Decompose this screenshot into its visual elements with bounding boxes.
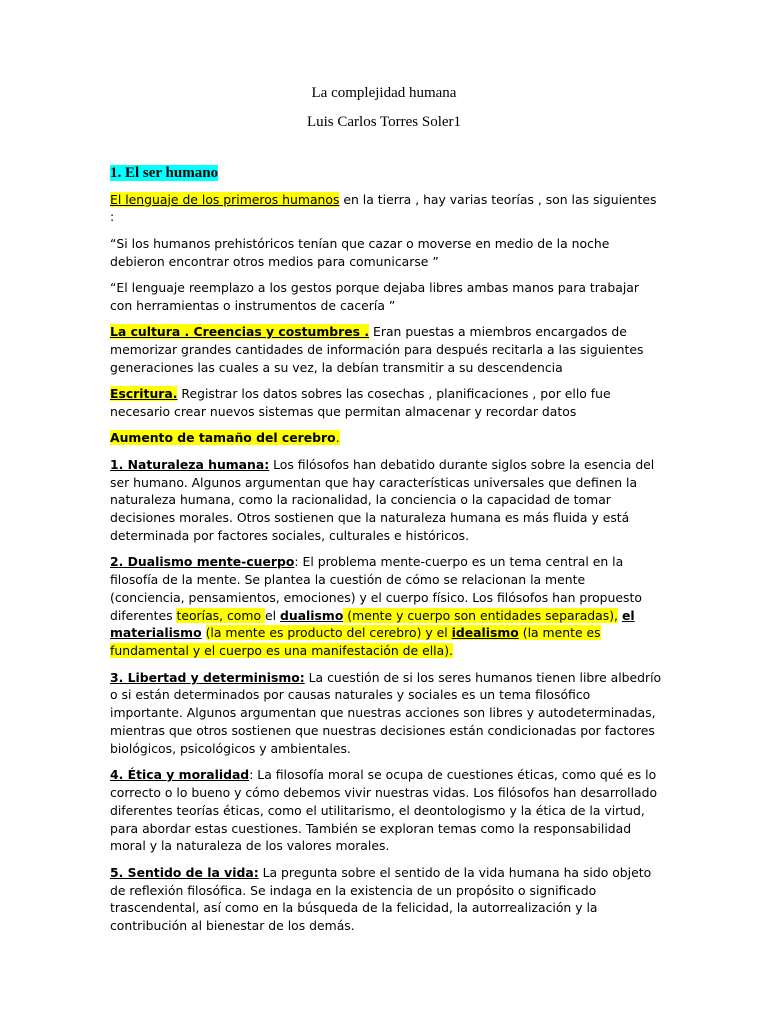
cultura-paragraph: [110, 323, 662, 376]
item-2-highlight-d: (la mente es fundamental y el cuerpo es una manifestación de ella).: [110, 625, 601, 659]
item-1-text: Los filósofos han debatido durante siglos sobre la esencia del ser humano. Algunos argumentan que hay características universales que definen la naturaleza humana, como la racionalidad, la conciencia o la capacidad de tomar decisiones morales. Otros sostienen que la naturaleza humana es más fluida y está determinada por factores sociales, culturales e históricos.: [110, 456, 655, 543]
item-libertad-determinismo: [110, 669, 662, 758]
item-5-text: La pregunta sobre el sentido de la vida humana ha sido objeto de reflexión filosófica. Se indaga en la existencia de un propósito o significado trascendental, así como en la búsqueda de la felicidad, la autorrealización y la contribución al bienestar de los demás.: [110, 864, 652, 934]
item-2-highlight-b: (mente y cuerpo son entidades separadas),: [343, 607, 618, 623]
cerebro-paragraph: [110, 429, 662, 447]
item-2-highlight-c: (la mente es producto del cerebro) y el: [205, 625, 452, 641]
document-title: La complejidad humana: [311, 85, 457, 101]
lenguaje-paragraph: [110, 191, 662, 227]
item-dualismo: [110, 553, 662, 660]
item-naturaleza-humana: [110, 456, 662, 545]
item-2-label: 2. Dualismo mente-cuerpo: [110, 554, 295, 570]
section-heading-paragraph: [110, 164, 662, 182]
cerebro-label: Aumento de tamaño del cerebro: [110, 430, 336, 446]
item-2-idealismo: idealismo: [451, 625, 519, 641]
document-body: [110, 164, 662, 944]
quote-paragraph-1: “Si los humanos prehistóricos tenían que cazar o moverse en medio de la noche debieron encontrar otros medios para comunicarse ”: [110, 235, 610, 269]
item-2-dualismo: dualismo: [280, 607, 344, 623]
item-4-text: : La filosofía moral se ocupa de cuestiones éticas, como qué es lo correcto o lo bueno y cómo debemos vivir nuestras vidas. Los filósofos han desarrollado diferentes teorías éticas, como el utilitarismo, el deontologismo y la ética de la virtud, para abordar estas cuestiones. También se exploran temas como la responsabilidad moral y la naturaleza de los valores morales.: [110, 767, 658, 854]
item-2-text-a: : El problema mente-cuerpo es un tema central en la filosofía de la mente. Se plantea la cuestión de cómo se relacionan la mente (conciencia, pensamientos, emociones) y el cuerpo físico. Los filósofos han propuesto diferentes: [110, 554, 642, 623]
quote-paragraph-2: “El lenguaje reemplazo a los gestos porque dejaba libres ambas manos para trabajar con herramientas o instrumentos de cacería ”: [110, 279, 639, 313]
section-heading: 1. El ser humano: [110, 165, 219, 181]
escritura-text: Registrar los datos sobres las cosechas , planificaciones , por ello fue necesario crear nuevos sistemas que permitan almacenar y recordar datos: [110, 386, 611, 419]
item-etica-moralidad: [110, 766, 662, 855]
item-4-label: 4. Ética y moralidad: [110, 767, 250, 783]
item-2-space-2: [202, 625, 206, 640]
escritura-paragraph: [110, 385, 662, 421]
item-3-text: La cuestión de si los seres humanos tienen libre albedrío o si están determinados por causas naturales y sociales es un tema filosófico importante. Algunos argumentan que nuestras acciones son libres y autodeterminadas, mientras que otros sostienen que nuestras decisiones están condicionadas por factores biológicos, psicológicos y ambientales.: [110, 669, 662, 756]
escritura-label: Escritura.: [110, 386, 178, 402]
item-2-materialismo: el materialismo: [110, 607, 635, 641]
document-author: Luis Carlos Torres Soler1: [306, 114, 462, 130]
lenguaje-text: en la tierra , hay varias teorías , son las siguientes :: [110, 191, 657, 225]
lenguaje-label: El lenguaje de los primeros humanos: [110, 191, 340, 207]
item-2-el: el: [264, 607, 280, 623]
cultura-text: Eran puestas a miembros encargados de memorizar grandes cantidades de información para después recitarla a las siguientes generaciones las cuales a su vez, la debían transmitir a su descendencia: [110, 324, 644, 375]
item-2-highlight-a: teorías, como: [176, 607, 265, 623]
item-5-label: 5. Sentido de la vida:: [110, 864, 259, 880]
item-sentido-vida: [110, 864, 662, 935]
cultura-label: La cultura . Creencias y costumbres .: [110, 324, 370, 340]
item-1-label: 1. Naturaleza humana:: [110, 456, 270, 472]
cerebro-dot: .: [335, 430, 340, 446]
item-3-label: 3. Libertad y determinismo:: [110, 669, 305, 685]
